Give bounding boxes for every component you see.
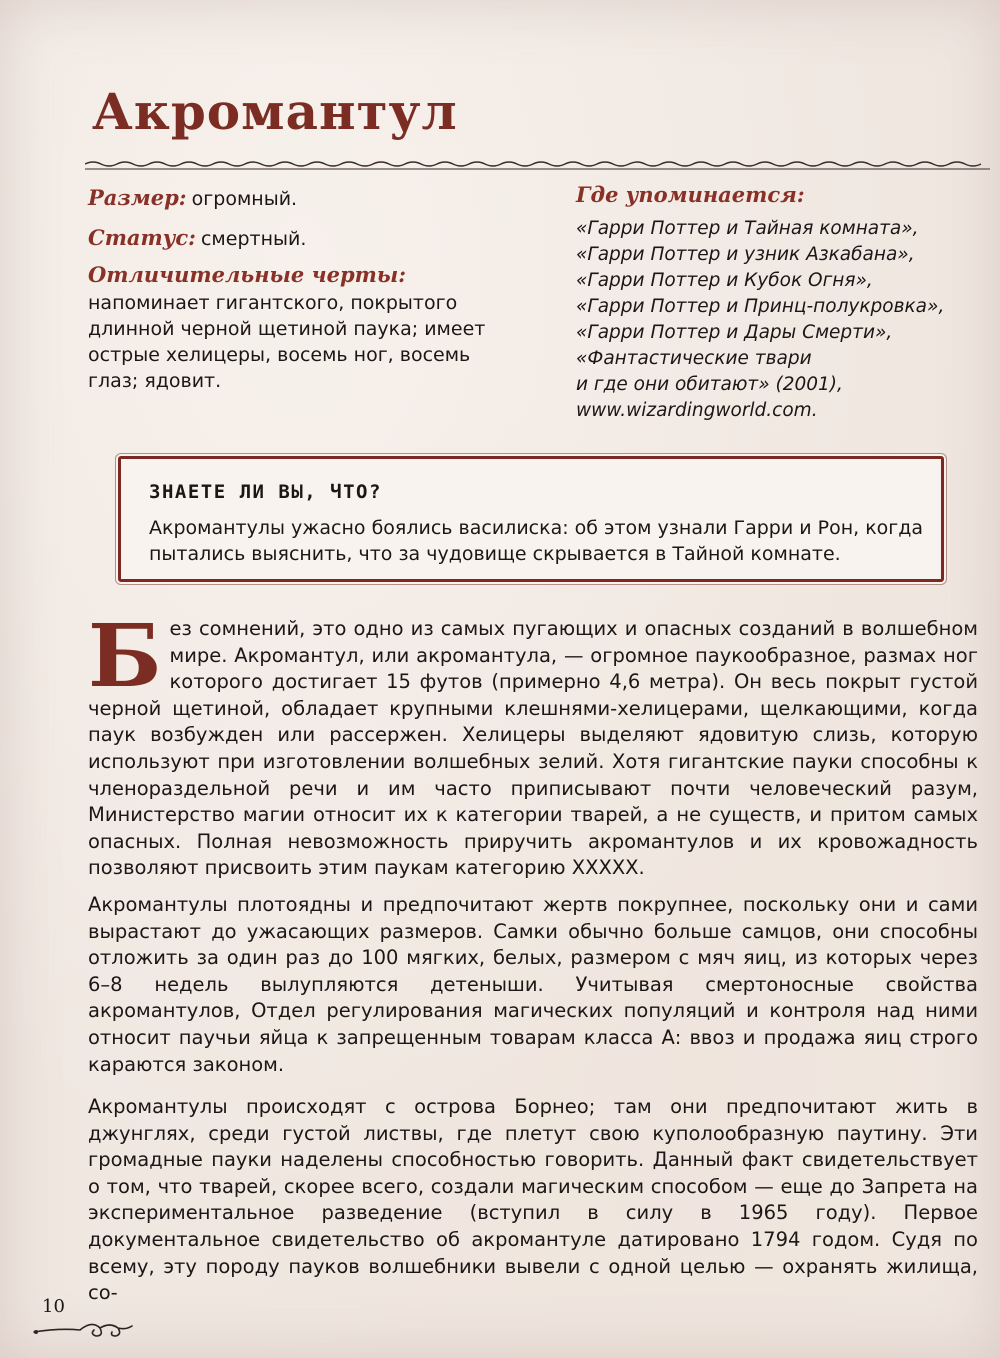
size-label: Размер:	[88, 185, 187, 210]
paragraph-1-text: ез сомнений, это одно из самых пугающих и опасных созданий в волшебном мире. Акромантул, или акромантула, — огромное паукообразное, размах ног которого достигает 15 футов (примерно 4,6 метра). Он весь покрыт густой черной щетиной, обладает крупными клешнями-хелицерами, щелкающими, когда паук возбужден или рассержен. Хелицеры выделяют ядовитую слизь, которую используют при изготовлении волшебных зелий. Хотя гигантские пауки способны к членораздельной речи и им часто приписывают почти человеческий разум, Министерство магии относит их к категории тварей, а не существ, и притом самых опасных. Полная невозможность приручить акромантулов и их кровожадность позволяют присвоить этим паукам категорию ХХХХХ.	[88, 617, 978, 880]
body-paragraph-2: Акромантулы плотоядны и предпочитают жертв покрупнее, поскольку они и сами вырастают до ужасающих размеров. Самки обычно больше самцов, они способны отложить за один раз до 100 мягких, белых, размером с мяч яиц, из которых через 6–8 недель вылупляются детеныши. Учитывая смертоносные свойства акромантулов, Отдел регулирования магических популяций и контроля над ними относит паучьи яйца к запрещенным товарам класса А: ввоз и продажа яиц строго караются законом.	[88, 893, 978, 1076]
mention-item: «Гарри Поттер и Принц-полукровка»,	[576, 296, 945, 317]
page-title: Акромантул	[92, 82, 458, 141]
flourish-ornament-icon	[30, 1306, 135, 1342]
mention-item: www.wizardingworld.com.	[576, 400, 818, 421]
status-row	[88, 225, 306, 253]
mention-item: «Гарри Поттер и узник Азкабана»,	[576, 244, 915, 265]
title-divider	[85, 150, 990, 180]
drop-cap: Б	[88, 606, 162, 707]
mention-item: «Фантастические твари	[576, 348, 812, 369]
page-number: 10	[42, 1296, 65, 1317]
mention-item: и где они обитают» (2001),	[576, 374, 843, 395]
mention-item: «Гарри Поттер и Кубок Огня»,	[576, 270, 873, 291]
did-you-know-box	[118, 456, 944, 582]
status-value: смертный.	[200, 228, 307, 250]
mention-item: «Гарри Поттер и Дары Смерти»,	[576, 322, 893, 343]
body-paragraph-1	[88, 606, 978, 882]
features-label: Отличительные черты:	[88, 262, 406, 287]
mention-item: «Гарри Поттер и Тайная комната»,	[576, 218, 919, 239]
size-value: огромный.	[191, 188, 298, 210]
features-text: напоминает гигантского, покрытого длинной черной щетиной паука; имеет острые хелицеры, восемь ног, восемь глаз; ядовит.	[88, 292, 486, 392]
did-you-know-text: Акромантулы ужасно боялись василиска: об этом узнали Гарри и Рон, когда пытались выяснить, что за чудовище скрывается в Тайной комнате.	[149, 517, 924, 565]
mentions-label: Где упоминается:	[576, 182, 805, 207]
status-label: Статус:	[88, 225, 196, 250]
did-you-know-title: ЗНАЕТЕ ЛИ ВЫ, ЧТО?	[149, 481, 382, 503]
size-row	[88, 185, 297, 213]
body-paragraph-3: Акромантулы происходят с острова Борнео; там они предпочитают жить в джунглях, среди густой листвы, где плетут свою куполообразную паутину. Эти громадные пауки наделены способностью говорить. Данный факт свидетельствует о том, что тварей, скорее всего, создали магическим способом — еще до Запрета на экспериментальное разведение (вступил в силу в 1965 году). Первое документальное свидетельство об акромантуле датировано 1794 годом. Судя по всему, эту породу пауков волшебники вывели с одной целью — охранять жилища, со-	[88, 1095, 978, 1305]
mentions-list	[576, 216, 944, 424]
